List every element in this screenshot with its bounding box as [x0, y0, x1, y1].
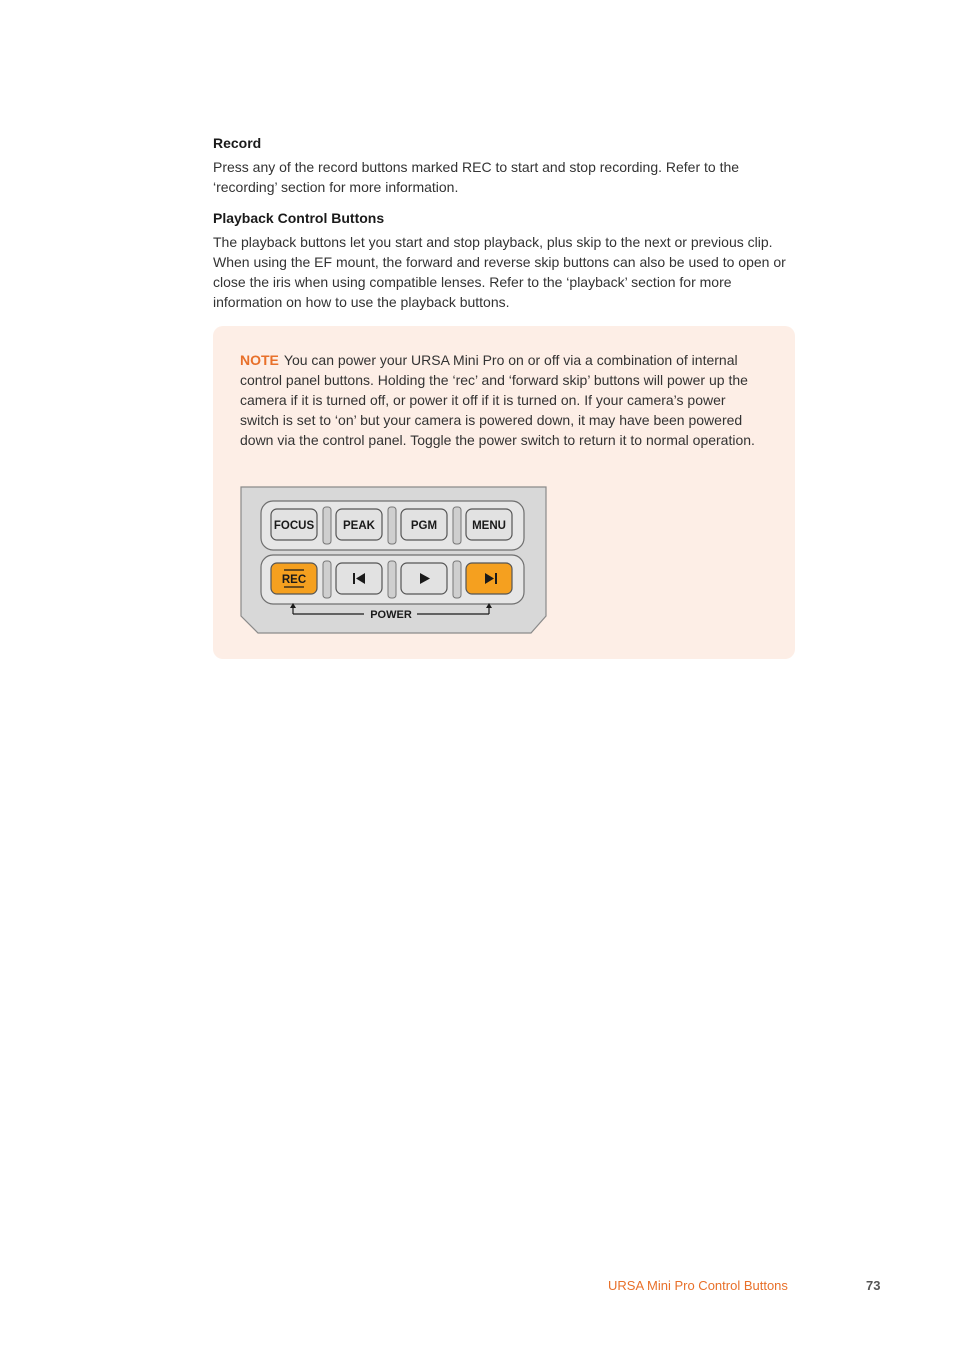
rec-button[interactable]: [271, 563, 317, 594]
pgm-label: PGM: [410, 520, 438, 532]
footer-section-title: URSA Mini Pro Control Buttons: [608, 1278, 788, 1293]
play-button[interactable]: [401, 563, 447, 594]
rec-label: REC: [281, 574, 307, 586]
focus-button[interactable]: [271, 509, 317, 540]
skip-back-button[interactable]: [336, 563, 382, 594]
playback-heading: Playback Control Buttons: [213, 210, 385, 226]
playback-body: The playback buttons let you start and stop playback, plus skip to the next or previous clip. When using the EF mount, the forward and reverse skip buttons can also be used to open or close the iris when using compatible lenses. Refer to the ‘playback’ section for more information on how to use the playback buttons.: [213, 234, 786, 310]
record-body: Press any of the record buttons marked REC to start and stop recording. Refer to the ‘recording’ section for more information.: [213, 159, 740, 195]
peak-label: PEAK: [343, 520, 375, 532]
record-heading: Record: [213, 135, 262, 151]
peak-button[interactable]: [336, 509, 382, 540]
pgm-button[interactable]: [401, 509, 447, 540]
note-label: NOTE: [240, 352, 279, 368]
note-text: [240, 350, 765, 450]
menu-label: MENU: [472, 520, 506, 532]
focus-label: FOCUS: [273, 520, 315, 532]
control-panel-illustration: [240, 486, 548, 636]
main-content: [213, 134, 795, 312]
power-label: POWER: [370, 609, 412, 621]
menu-button[interactable]: [466, 509, 512, 540]
page-number: 73: [866, 1278, 881, 1293]
note-body: You can power your URSA Mini Pro on or off via a combination of internal control panel buttons. Holding the ‘rec’ and ‘forward skip’ buttons will power up the camera if it is turned off, or power it off if it is turned on. If your camera’s power switch is set to ‘on’ but your camera is powered down, it may have been powered down via the control panel. Toggle the power switch to return it to normal operation.: [240, 352, 755, 448]
skip-forward-button[interactable]: [466, 563, 512, 594]
note-box: [213, 326, 795, 659]
